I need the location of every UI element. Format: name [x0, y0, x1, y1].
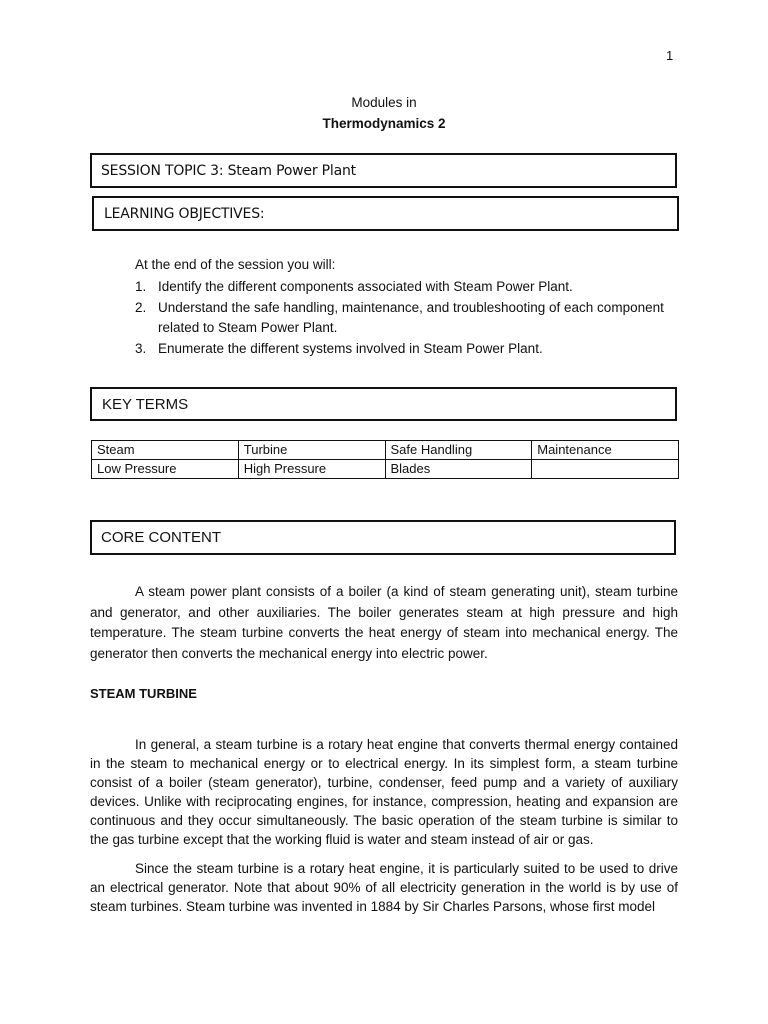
- objective-text: Identify the different components associated with Steam Power Plant.: [158, 279, 573, 294]
- objective-item: [135, 339, 680, 360]
- core-paragraph-1: A steam power plant consists of a boiler (a kind of steam generating unit), steam turbine and generator, and other auxiliaries. The boiler generates steam at high pressure and high temperature. The steam turbine converts the heat energy of steam into mechanical energy. The generator then converts the mechanical energy into electric power.: [90, 584, 678, 661]
- table-cell: [532, 460, 679, 479]
- learning-objectives-heading: LEARNING OBJECTIVES:: [92, 196, 679, 231]
- core-paragraph-2: In general, a steam turbine is a rotary heat engine that converts thermal energy contained in the steam to mechanical energy or to electrical energy. In its simplest form, a steam turbine consist of a boiler (steam generator), turbine, condenser, feed pump and a variety of auxiliary devices. Unlike with reciprocating engines, for instance, compression, heating and expansion are continuous and they occur simultaneously. The basic operation of the steam turbine is similar to the gas turbine except that the working fluid is water and steam instead of air or gas.: [90, 737, 678, 847]
- table-row: [92, 460, 679, 479]
- module-title: Thermodynamics 2: [322, 116, 446, 131]
- objective-text: Understand the safe handling, maintenance, and troubleshooting of each component related to Steam Power Plant.: [158, 299, 664, 335]
- key-terms-heading: KEY TERMS: [90, 387, 677, 421]
- objective-number: 2.: [135, 299, 147, 315]
- key-terms-table: [91, 440, 679, 479]
- objective-item: [135, 298, 680, 339]
- session-topic-box: SESSION TOPIC 3: Steam Power Plant: [90, 153, 677, 188]
- objective-number: 1.: [135, 279, 147, 294]
- table-cell: Turbine: [238, 441, 385, 460]
- table-row: [92, 441, 679, 460]
- module-subtitle: Modules in: [351, 95, 417, 110]
- table-cell: Safe Handling: [385, 441, 532, 460]
- objective-number: 3.: [135, 340, 147, 356]
- table-cell: Low Pressure: [92, 460, 239, 479]
- table-cell: Blades: [385, 460, 532, 479]
- table-cell: High Pressure: [238, 460, 385, 479]
- objectives-list: [135, 277, 680, 359]
- objective-item: [135, 277, 680, 298]
- objective-text: Enumerate the different systems involved in Steam Power Plant.: [158, 340, 543, 356]
- objectives-intro: At the end of the session you will:: [135, 257, 336, 272]
- table-cell: Steam: [92, 441, 239, 460]
- core-content-heading: CORE CONTENT: [90, 520, 676, 555]
- table-cell: Maintenance: [532, 441, 679, 460]
- steam-turbine-heading: STEAM TURBINE: [90, 686, 197, 701]
- page-number: 1: [666, 48, 674, 63]
- core-paragraph-3: Since the steam turbine is a rotary heat engine, it is particularly suited to be used to drive an electrical generator. Note that about 90% of all electricity generation in the world is by use of steam turbines. Steam turbine was invented in 1884 by Sir Charles Parsons, whose first model: [90, 861, 678, 914]
